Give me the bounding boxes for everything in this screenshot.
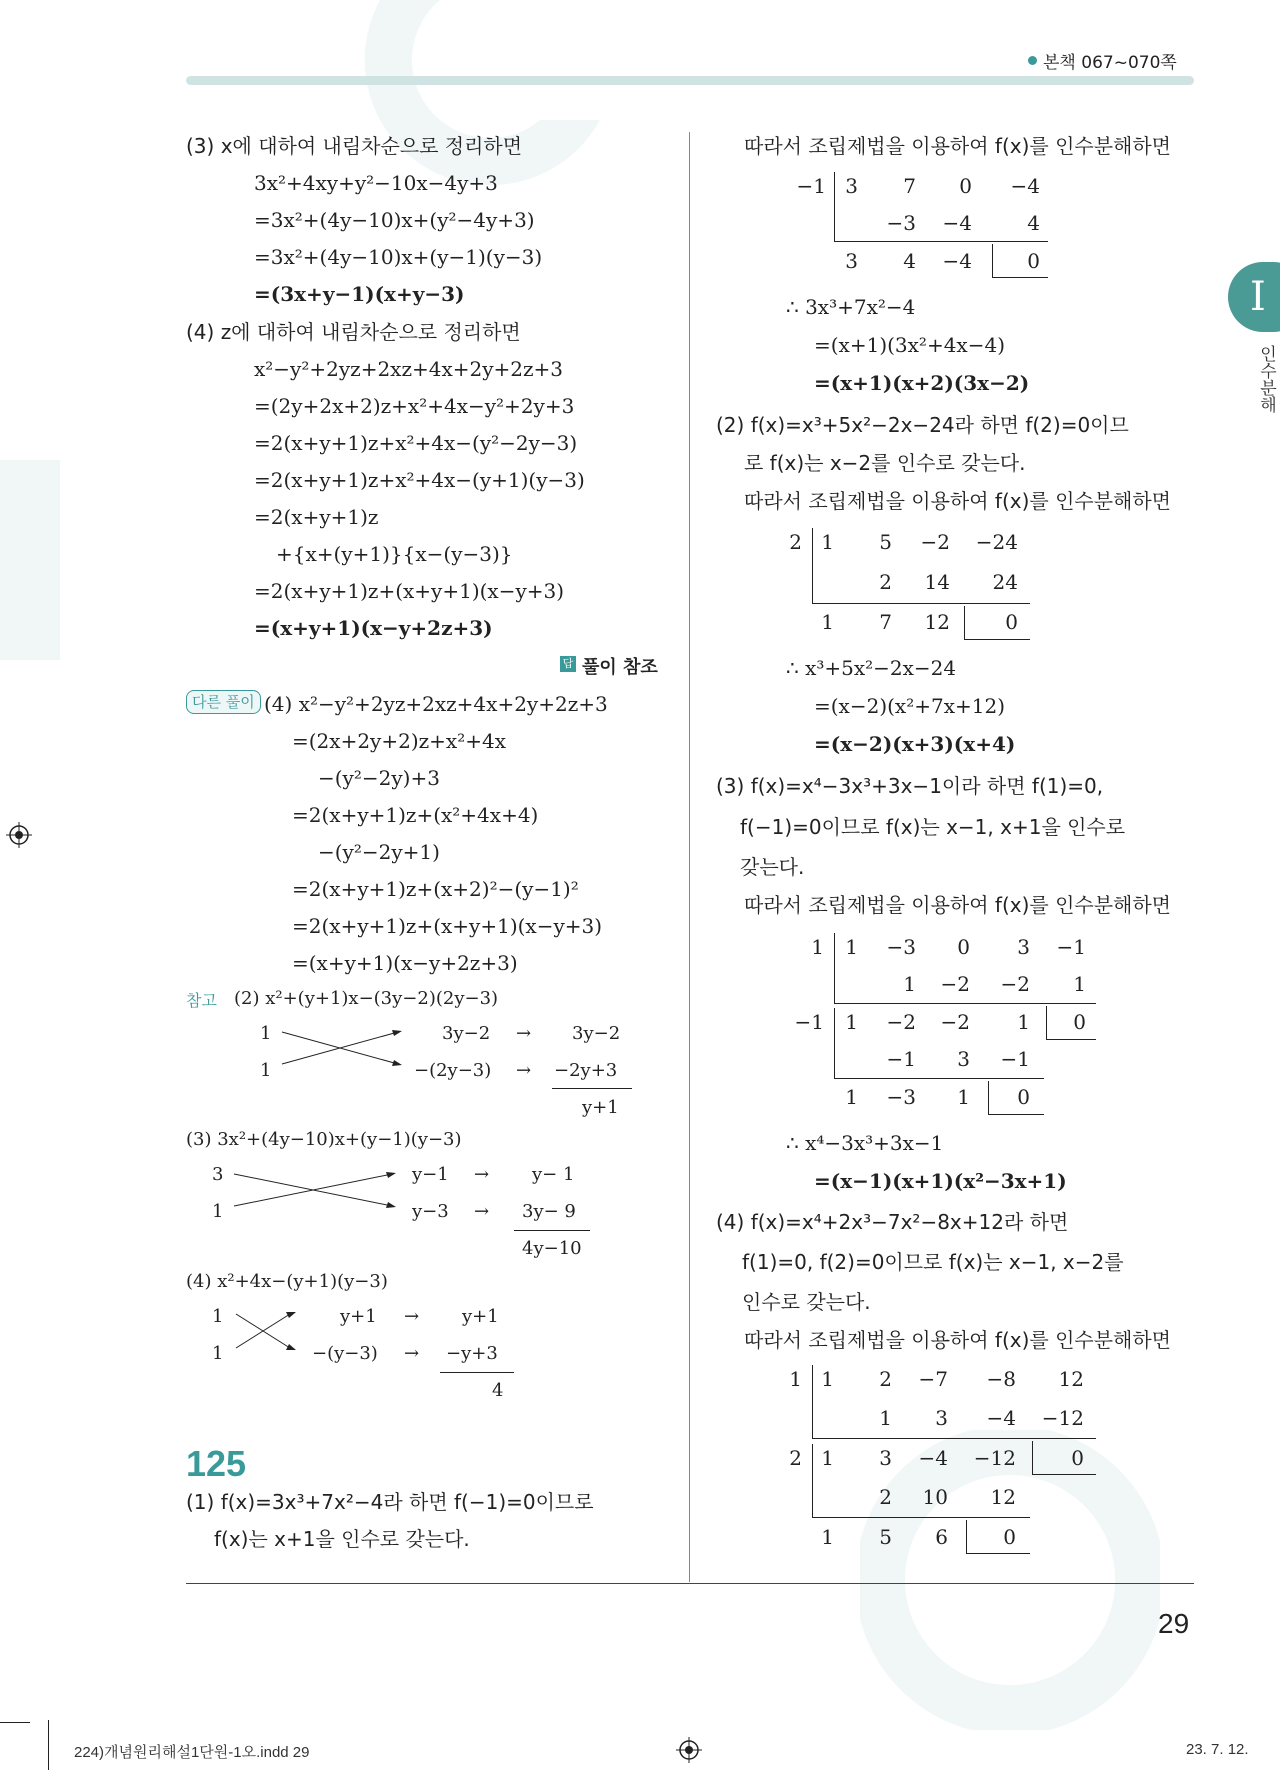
s4-remainder-box <box>1032 1441 1033 1475</box>
ref3-sum: 4y−10 <box>522 1238 582 1259</box>
reference-tag: 참고 <box>186 991 217 1010</box>
watermark-logo <box>340 0 640 200</box>
p2-line: 로 f(x)는 x−2를 인수로 갖는다. <box>744 451 1026 475</box>
ref3-left-2: 1 <box>212 1201 224 1222</box>
s3-cell: 1 <box>845 1085 858 1109</box>
s4-cell: 10 <box>922 1485 948 1509</box>
s3-cell: 0 <box>957 935 970 959</box>
arrow-icon: → <box>516 1060 532 1081</box>
p3-line: =3x²+(4y−10)x+(y−1)(y−3) <box>254 245 543 269</box>
page-number: 29 <box>1158 1608 1190 1639</box>
s1-hline <box>834 241 1048 242</box>
header-bar <box>186 76 1194 85</box>
p3-line: =3x²+(4y−10)x+(y²−4y+3) <box>254 208 535 232</box>
s2-remainder-box <box>964 639 1030 640</box>
s3-cell: −3 <box>886 1085 916 1109</box>
s3-remainder-box <box>1046 1039 1096 1040</box>
ref4-mid-1: y+1 <box>340 1306 377 1327</box>
s2-hline <box>812 603 1030 604</box>
synthetic-intro: 따라서 조립제법을 이용하여 f(x)를 인수분해하면 <box>744 134 1171 158</box>
p4-line: =2(x+y+1)z+x²+4x−(y²−2y−3) <box>254 431 578 455</box>
p4-intro: (4) z에 대하여 내림차순으로 정리하면 <box>186 320 521 344</box>
column-divider <box>689 132 690 1582</box>
p4-line: x²−y²+2yz+2xz+4x+2y+2z+3 <box>254 357 564 381</box>
arrow-icon: → <box>516 1023 532 1044</box>
s3-cell: −2 <box>940 972 970 996</box>
p4-line: =2(x+y+1)z <box>254 505 379 529</box>
s4-remainder-box <box>1032 1474 1096 1475</box>
registration-mark-icon <box>6 822 32 848</box>
s4-cell: −8 <box>986 1367 1016 1391</box>
s2-cell: 12 <box>924 610 950 634</box>
p125-1-line: (1) f(x)=3x³+7x²−4라 하면 f(−1)=0이므로 <box>186 1490 594 1514</box>
s1-cell: −3 <box>886 211 916 235</box>
p3-line: 갖는다. <box>740 855 805 879</box>
cross-multiplication-arrows <box>280 1020 410 1070</box>
s1-cell: 3 <box>845 174 858 198</box>
s2-cell: 14 <box>924 570 950 594</box>
s1-root: −1 <box>796 174 826 198</box>
cross-multiplication-arrows <box>232 1162 404 1212</box>
p3-line: f(−1)=0이므로 f(x)는 x−1, x+1을 인수로 <box>740 815 1126 839</box>
s1-cell: 0 <box>1027 249 1040 273</box>
watermark-logo <box>860 1430 1160 1730</box>
s1-cell: 0 <box>959 174 972 198</box>
crop-mark <box>48 1720 49 1770</box>
alt-line: =(x+y+1)(x−y+2z+3) <box>292 951 518 975</box>
answer-mark: 답 <box>560 656 576 672</box>
s3-cell: 0 <box>1017 1085 1030 1109</box>
s3-cell: −2 <box>940 1010 970 1034</box>
s4-cell: 12 <box>1058 1367 1084 1391</box>
s4-cell: 0 <box>1003 1525 1016 1549</box>
s2-cell: 1 <box>821 610 834 634</box>
c3-line: ∴ x⁴−3x³+3x−1 <box>786 1131 944 1155</box>
crop-mark <box>0 1722 30 1723</box>
chapter-numeral: I <box>1250 274 1266 320</box>
s4-root-1: 1 <box>789 1367 802 1391</box>
s4-cell: 6 <box>935 1525 948 1549</box>
c1-line: =(x+1)(3x²+4x−4) <box>814 333 1005 357</box>
arrow-icon: → <box>474 1201 490 1222</box>
ref2-left-1: 1 <box>260 1023 272 1044</box>
s1-cell: −4 <box>942 249 972 273</box>
s4-root-2: 2 <box>789 1446 802 1470</box>
s2-cell: 24 <box>992 570 1018 594</box>
alt-line: =2(x+y+1)z+(x+y+1)(x−y+3) <box>292 914 603 938</box>
ref2-mid-1: 3y−2 <box>442 1023 491 1044</box>
s3-cell: −1 <box>1056 935 1086 959</box>
footer-file: 224)개념원리해설1단원-1오.indd 29 <box>74 1744 310 1761</box>
s3-cell: 0 <box>1073 1010 1086 1034</box>
s3-cell: 1 <box>1073 972 1086 996</box>
ref3-right-2: 3y− 9 <box>522 1201 576 1222</box>
cross-multiplication-arrows <box>234 1304 302 1354</box>
ref3-right-1: y− 1 <box>532 1164 575 1185</box>
alt-line: =2(x+y+1)z+(x²+4x+4) <box>292 803 539 827</box>
alt-line: −(y²−2y+1) <box>318 840 440 864</box>
ref4-left-2: 1 <box>212 1343 224 1364</box>
ref3-mid-2: y−3 <box>412 1201 449 1222</box>
p4-line: (4) f(x)=x⁴+2x³−7x²−8x+12라 하면 <box>716 1210 1069 1234</box>
s4-cell: 2 <box>879 1367 892 1391</box>
p4-line: =(2y+2x+2)z+x²+4x−y²+2y+3 <box>254 394 575 418</box>
p4-line: =2(x+y+1)z+x²+4x−(y+1)(y−3) <box>254 468 585 492</box>
s3-cell: 1 <box>1017 1010 1030 1034</box>
p4-line: f(1)=0, f(2)=0이므로 f(x)는 x−1, x−2를 <box>742 1250 1124 1274</box>
problem-number: 125 <box>186 1443 247 1484</box>
ref2-title: (2) x²+(y+1)x−(3y−2)(2y−3) <box>234 988 499 1009</box>
s3-cell: 1 <box>845 1010 858 1034</box>
ref4-right-2: −y+3 <box>446 1343 498 1364</box>
s4-cell: −12 <box>1041 1406 1084 1430</box>
s4-cell: −12 <box>973 1446 1016 1470</box>
s4-cell: 1 <box>879 1406 892 1430</box>
s4-cell: 5 <box>879 1525 892 1549</box>
s3-cell: −1 <box>886 1047 916 1071</box>
ref3-left-1: 3 <box>212 1164 224 1185</box>
s1-cell: 4 <box>903 249 916 273</box>
s1-cell: 7 <box>903 174 916 198</box>
p4-line: =2(x+y+1)z+(x+y+1)(x−y+3) <box>254 579 565 603</box>
chapter-label: 인수분해 <box>1256 345 1276 413</box>
p3-answer: =(3x+y−1)(x+y−3) <box>254 282 465 306</box>
s4-cell: 2 <box>879 1485 892 1509</box>
s3-root-2: −1 <box>794 1010 824 1034</box>
ref4-mid-2: −(y−3) <box>312 1343 378 1364</box>
ref3-mid-1: y−1 <box>412 1164 449 1185</box>
c1-line: ∴ 3x³+7x²−4 <box>786 295 916 319</box>
ref3-sum-line <box>514 1230 590 1231</box>
s2-cell: −2 <box>920 530 950 554</box>
ref4-sum-line <box>440 1372 514 1373</box>
p3-line: (3) f(x)=x⁴−3x³+3x−1이라 하면 f(1)=0, <box>716 774 1104 798</box>
ref2-sum: y+1 <box>582 1097 619 1118</box>
ref2-right-2: −2y+3 <box>554 1060 618 1081</box>
s2-cell: 1 <box>821 530 834 554</box>
ref2-sum-line <box>552 1088 632 1089</box>
s1-cell: 4 <box>1027 211 1040 235</box>
c1-answer: =(x+1)(x+2)(3x−2) <box>814 371 1030 395</box>
p4-line: 인수로 갖는다. <box>742 1290 871 1314</box>
s4-cell: 1 <box>821 1446 834 1470</box>
header-page-ref: 본책 067~070쪽 <box>1043 53 1177 73</box>
alt-line: (4) x²−y²+2yz+2xz+4x+2y+2z+3 <box>264 692 608 716</box>
ref4-right-1: y+1 <box>462 1306 499 1327</box>
s3-cell: 1 <box>957 1085 970 1109</box>
s3-cell: 1 <box>903 972 916 996</box>
s1-cell: −4 <box>1010 174 1040 198</box>
s3-root-1: 1 <box>811 935 824 959</box>
s2-cell: 7 <box>879 610 892 634</box>
answer-ref: 풀이 참조 <box>582 657 658 678</box>
synthetic-intro: 따라서 조립제법을 이용하여 f(x)를 인수분해하면 <box>744 489 1171 513</box>
ref2-mid-2: −(2y−3) <box>414 1060 492 1081</box>
s4-cell: −4 <box>918 1446 948 1470</box>
alt-line: −(y²−2y)+3 <box>318 766 440 790</box>
s2-cell: 2 <box>879 570 892 594</box>
ref4-sum: 4 <box>492 1380 504 1401</box>
c3-answer: =(x−1)(x+1)(x²−3x+1) <box>814 1169 1067 1193</box>
s4-remainder-box <box>966 1553 1030 1554</box>
s4-cell: 3 <box>935 1406 948 1430</box>
arrow-icon: → <box>474 1164 490 1185</box>
s3-cell: −2 <box>886 1010 916 1034</box>
p3-intro: (3) x에 대하여 내림차순으로 정리하면 <box>186 134 523 158</box>
s4-hline <box>812 1438 1096 1439</box>
s3-cell: 3 <box>957 1047 970 1071</box>
registration-mark-icon <box>676 1737 702 1763</box>
s3-cell: 1 <box>845 935 858 959</box>
ref4-left-1: 1 <box>212 1306 224 1327</box>
s3-hline <box>834 1078 1044 1079</box>
p4-answer: =(x+y+1)(x−y+2z+3) <box>254 616 493 640</box>
s4-cell: 12 <box>990 1485 1016 1509</box>
header-dot-icon <box>1028 56 1037 65</box>
s3-hline <box>834 1003 1096 1004</box>
synthetic-intro: 따라서 조립제법을 이용하여 f(x)를 인수분해하면 <box>744 893 1171 917</box>
p3-line: 3x²+4xy+y²−10x−4y+3 <box>254 171 498 195</box>
synthetic-intro: 따라서 조립제법을 이용하여 f(x)를 인수분해하면 <box>744 1328 1171 1352</box>
s2-root: 2 <box>789 530 802 554</box>
s3-cell: −2 <box>1000 972 1030 996</box>
ref4-title: (4) x²+4x−(y+1)(y−3) <box>186 1271 388 1292</box>
s4-cell: 1 <box>821 1525 834 1549</box>
s3-remainder-box <box>988 1114 1044 1115</box>
arrow-icon: → <box>404 1343 420 1364</box>
alt-line: =(2x+2y+2)z+x²+4x <box>292 729 506 753</box>
s4-cell: 3 <box>879 1446 892 1470</box>
c2-line: =(x−2)(x²+7x+12) <box>814 694 1005 718</box>
footer-date: 23. 7. 12. <box>1186 1741 1249 1758</box>
c2-answer: =(x−2)(x+3)(x+4) <box>814 732 1016 756</box>
s2-cell: −24 <box>975 530 1018 554</box>
s1-cell: −4 <box>942 211 972 235</box>
s4-hline <box>812 1517 1030 1518</box>
arrow-icon: → <box>404 1306 420 1327</box>
s4-cell: 1 <box>821 1367 834 1391</box>
s3-cell: −1 <box>1000 1047 1030 1071</box>
watermark-logo <box>0 420 120 680</box>
p125-1-line: f(x)는 x+1을 인수로 갖는다. <box>214 1527 470 1551</box>
p2-line: (2) f(x)=x³+5x²−2x−24라 하면 f(2)=0이므 <box>716 413 1129 437</box>
s4-cell: −7 <box>918 1367 948 1391</box>
s1-cell: 3 <box>845 249 858 273</box>
ref2-right-1: 3y−2 <box>572 1023 621 1044</box>
c2-line: ∴ x³+5x²−2x−24 <box>786 656 957 680</box>
alt-line: =2(x+y+1)z+(x+2)²−(y−1)² <box>292 877 579 901</box>
s3-cell: 3 <box>1017 935 1030 959</box>
ref2-left-2: 1 <box>260 1060 272 1081</box>
bottom-rule <box>186 1583 1194 1584</box>
s4-cell: −4 <box>986 1406 1016 1430</box>
ref3-title: (3) 3x²+(4y−10)x+(y−1)(y−3) <box>186 1129 462 1150</box>
alt-solution-tag: 다른 풀이 <box>186 690 261 714</box>
s2-remainder-box <box>964 606 965 640</box>
s4-cell: 0 <box>1071 1446 1084 1470</box>
s2-cell: 5 <box>879 530 892 554</box>
p4-line: +{x+(y+1)}{x−(y−3)} <box>276 542 513 566</box>
s3-cell: −3 <box>886 935 916 959</box>
s2-cell: 0 <box>1005 610 1018 634</box>
s1-remainder-box <box>992 277 1048 278</box>
